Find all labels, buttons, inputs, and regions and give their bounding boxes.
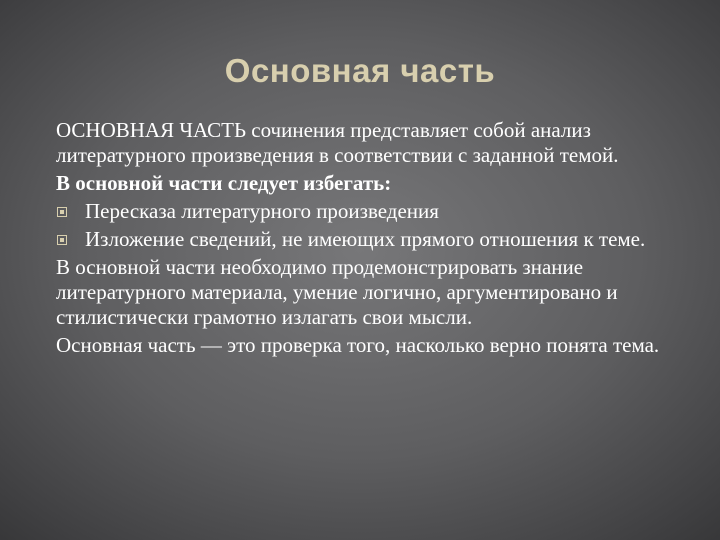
- paragraph-demonstrate: В основной части необходимо продемонстрировать знание литературного материала, умение логично, аргументировано и стилистически грамотно излагать свои мысли.: [56, 255, 618, 329]
- bullet-text: Пересказа литературного произведения: [85, 199, 439, 223]
- paragraph-intro: [56, 118, 686, 168]
- paragraph-conclusion: Основная часть — это проверка того, насколько верно понята тема.: [56, 333, 660, 357]
- intro-lead: ОСНОВНАЯ ЧАСТЬ: [56, 118, 247, 142]
- bullet-item: [56, 199, 686, 224]
- square-bullet-icon: [57, 235, 67, 245]
- bullet-text: Изложение сведений, не имеющих прямого отношения к теме.: [85, 227, 646, 251]
- square-bullet-icon: [57, 207, 67, 217]
- paragraph-avoid-heading: В основной части следует избегать:: [56, 171, 392, 195]
- slide-title: Основная часть: [224, 52, 496, 89]
- bullet-item: [56, 227, 686, 252]
- intro-rest: сочинения представляет собой анализ литературного произведения в соответствии с заданной темой.: [56, 118, 619, 167]
- slide-body: [56, 118, 686, 361]
